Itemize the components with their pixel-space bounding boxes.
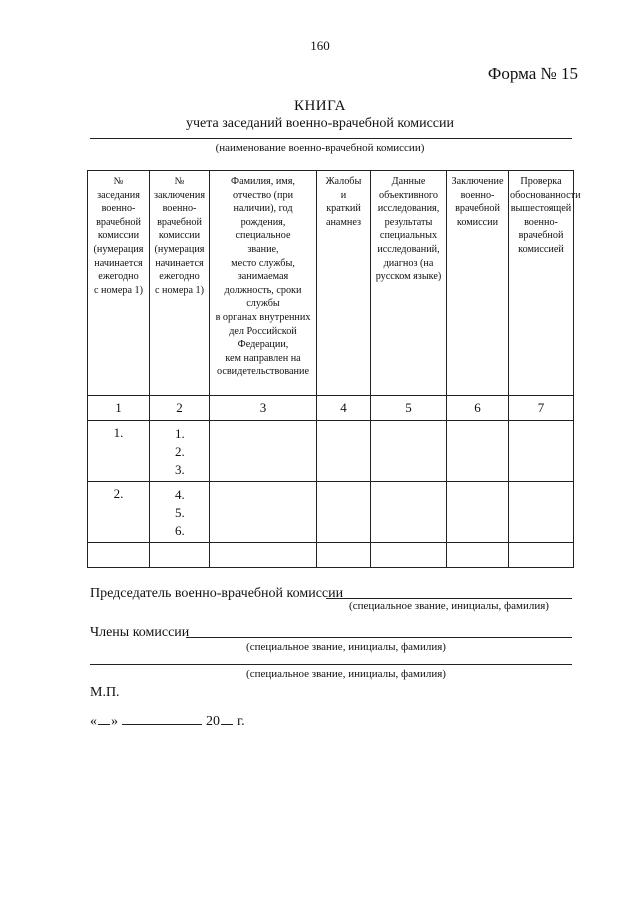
header-text: Данные объективного исследования, результаты специальных исследований, диагноз (на русском языке) [375,176,442,283]
header-text: Жалобы и краткий анамнез [325,176,362,228]
empty-cell [150,543,210,568]
chairman-label: Председатель военно-врачебной комиссии [90,586,344,601]
empty-cell [447,421,509,482]
header-text: Фамилия, имя, отчество (при наличии), год рождения, специальное звание, место службы, занимаемая должность, сроки службы в органах внутренних дел Российской Федерации, кем направлен на освидетельствование [215,176,311,378]
commission-name-caption: (наименование военно-врачебной комиссии) [215,142,425,154]
chairman-caption: (специальное звание, инициалы, фамилия) [349,600,549,612]
header-session-number [88,171,150,396]
empty-cell [447,482,509,543]
chairman-signature-line [326,598,572,599]
page-number: 160 [310,38,330,53]
empty-cell [509,421,574,482]
year-suffix: г. [237,714,245,729]
empty-cell [371,543,447,568]
stamp-label: М.П. [90,685,120,700]
empty-cell [447,543,509,568]
empty-cell [210,543,317,568]
conclusion-numbers-cell [150,421,210,482]
column-number: 6 [447,396,509,421]
form-label: Форма № 15 [487,64,578,83]
members-label: Члены комиссии [90,625,190,640]
commission-name-line [90,138,572,139]
column-number: 1 [88,396,150,421]
empty-cell [509,543,574,568]
date-close-quote: » [111,714,118,729]
table-header-row [88,171,574,396]
member-caption-1: (специальное звание, инициалы, фамилия) [246,641,446,653]
empty-cell [509,482,574,543]
year-prefix: 20 [206,714,220,729]
date-open-quote: « [90,714,97,729]
header-text: Проверка обоснованности вышестоящей военно- врачебной комиссией [510,176,581,255]
year-blank [221,712,233,725]
document-subtitle: учета заседаний военно-врачебной комиссии [186,116,454,131]
empty-cell [317,421,371,482]
empty-cell [210,482,317,543]
column-number-row [88,396,574,421]
column-number: 4 [317,396,371,421]
header-person-details [210,171,317,396]
conclusion-number: 4. [175,487,185,502]
member-signature-line-2 [90,664,572,665]
empty-cell [210,421,317,482]
header-complaints [317,171,371,396]
column-number: 5 [371,396,447,421]
empty-cell [317,482,371,543]
header-text: № заключения военно- врачебной комиссии (нумерация начинается ежегодно с номера 1) [153,176,206,296]
document-title: КНИГА [293,98,347,114]
conclusion-number: 5. [175,505,185,520]
date-line [90,712,245,730]
conclusion-number: 3. [175,462,185,477]
table-row-empty [88,543,574,568]
column-number: 2 [150,396,210,421]
header-validity-check [509,171,581,396]
empty-cell [371,482,447,543]
header-text: № заседания военно- врачебной комиссии (нумерация начинается ежегодно с номера 1) [93,176,144,296]
conclusion-number: 2. [175,444,185,459]
month-blank [122,712,202,725]
conclusion-number: 1. [175,426,185,441]
member-signature-line-1 [186,637,572,638]
conclusion-number: 6. [175,523,185,538]
empty-cell [317,543,371,568]
table-row [88,421,574,482]
column-number: 3 [210,396,317,421]
session-number-cell: 1. [88,421,150,482]
day-blank [98,712,110,725]
session-number-cell: 2. [88,482,150,543]
register-table [87,170,581,568]
empty-cell [371,421,447,482]
header-commission-conclusion [447,171,509,396]
table-row [88,482,574,543]
conclusion-numbers-cell [150,482,210,543]
header-conclusion-number [150,171,210,396]
empty-cell [88,543,150,568]
member-caption-2: (специальное звание, инициалы, фамилия) [246,668,446,680]
column-number: 7 [509,396,574,421]
header-objective-data [371,171,447,396]
header-text: Заключение военно- врачебной комиссии [451,176,504,228]
